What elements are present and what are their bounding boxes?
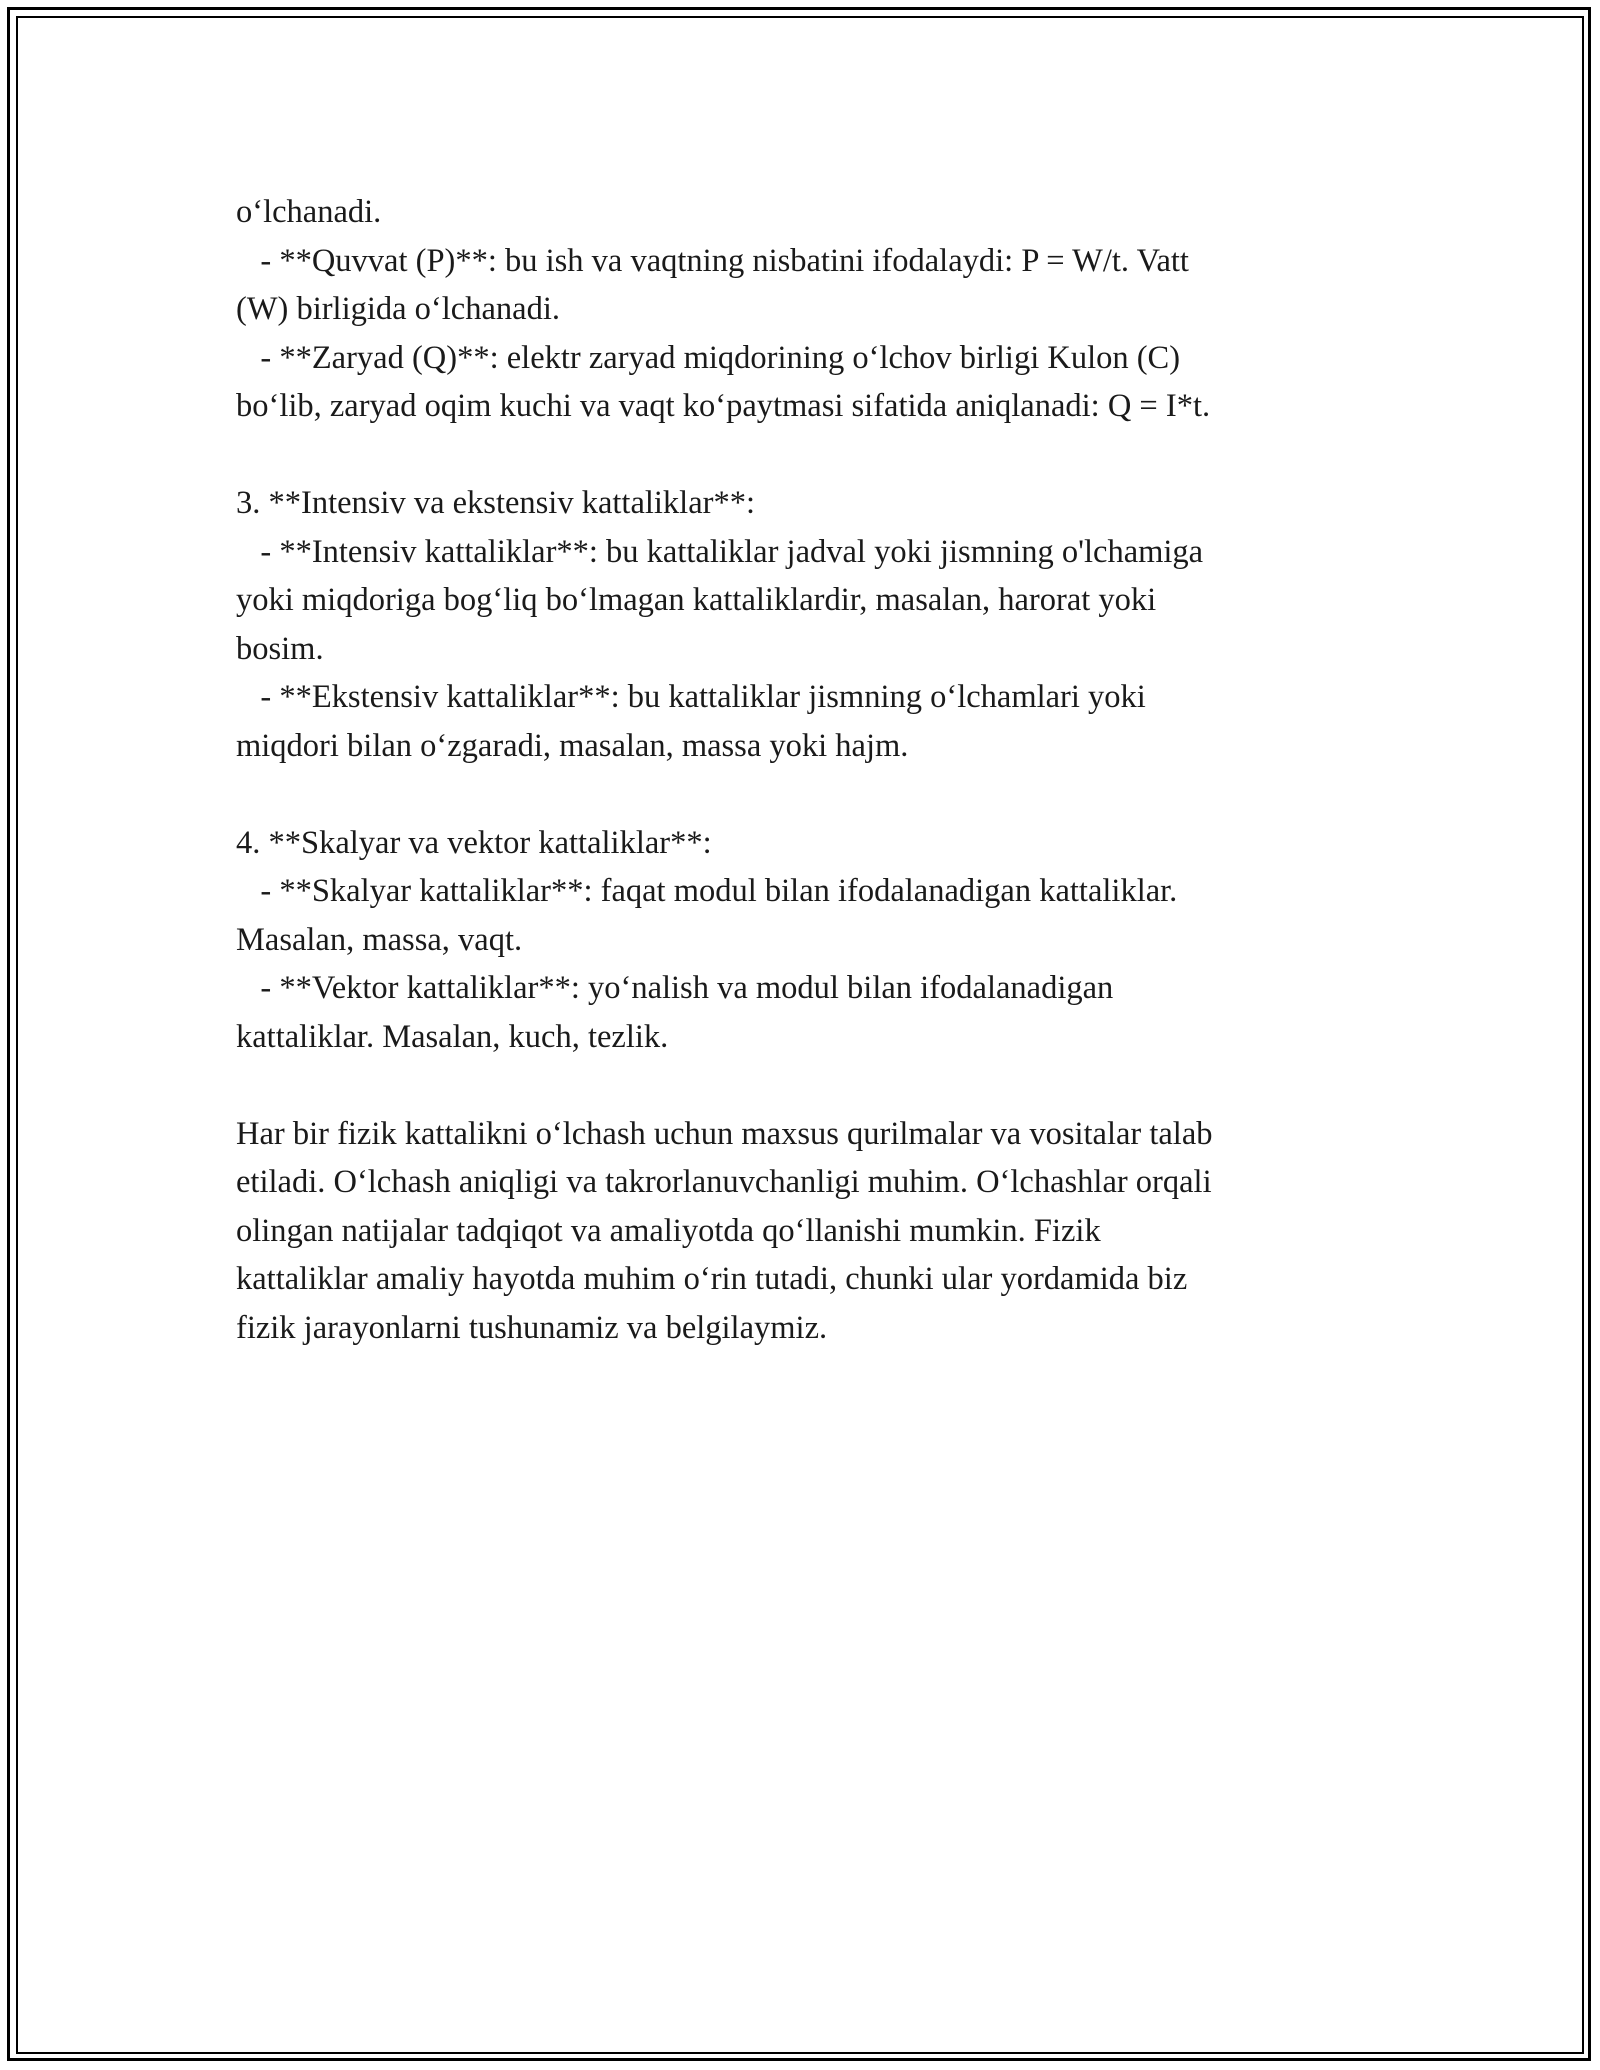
text-line: - **Quvvat (P)**: bu ish va vaqtning nisbatini ifodalaydi: P = W/t. Vatt [236,242,1189,279]
blank-line [236,431,1376,480]
text-line: - **Intensiv kattaliklar**: bu kattaliklar jadval yoki jismning o'lchamiga [236,533,1204,570]
text-line: - **Zaryad (Q)**: elektr zaryad miqdorining o‘lchov birligi Kulon (C) [236,339,1181,376]
text-line: - **Ekstensiv kattaliklar**: bu kattaliklar jismning o‘lchamlari yoki [236,679,1146,715]
text-line: (W) birligida o‘lchanadi. [236,291,560,327]
paragraph-line: fizik jarayonlarni tushunamiz va belgilaymiz. [236,1309,828,1346]
blank-line [236,1061,1376,1110]
paragraph-line: olingan natijalar tadqiqot va amaliyotda qo‘llanishi mumkin. Fizik [236,1212,1101,1249]
text-line: Masalan, massa, vaqt. [236,921,523,958]
paragraph-line: etiladi. O‘lchash aniqligi va takrorlanuvchanligi muhim. O‘lchashlar orqali [236,1164,1212,1200]
text-line: bosim. [236,630,324,667]
text-line: kattaliklar. Masalan, kuch, tezlik. [236,1018,669,1055]
text-line: yoki miqdoriga bog‘liq bo‘lmagan kattaliklardir, masalan, harorat yoki [236,582,1157,618]
text-line: - **Skalyar kattaliklar**: faqat modul bilan ifodalanadigan kattaliklar. [236,873,1178,909]
paragraph-line: kattaliklar amaliy hayotda muhim o‘rin tutadi, chunki ular yordamida biz [236,1261,1188,1297]
text-line: o‘lchanadi. [236,194,382,230]
text-line: miqdori bilan o‘zgaradi, masalan, massa yoki hajm. [236,727,909,764]
text-line: - **Vektor kattaliklar**: yo‘nalish va modul bilan ifodalanadigan [236,970,1114,1006]
blank-line [236,770,1376,819]
document-body [236,188,1376,1352]
text-line: bo‘lib, zaryad oqim kuchi va vaqt ko‘paytmasi sifatida aniqlanadi: Q = I*t. [236,388,1211,424]
section-heading: 3. **Intensiv va ekstensiv kattaliklar**: [236,485,755,521]
section-heading: 4. **Skalyar va vektor kattaliklar**: [236,824,712,861]
paragraph-line: Har bir fizik kattalikni o‘lchash uchun maxsus qurilmalar va vositalar talab [236,1115,1213,1152]
